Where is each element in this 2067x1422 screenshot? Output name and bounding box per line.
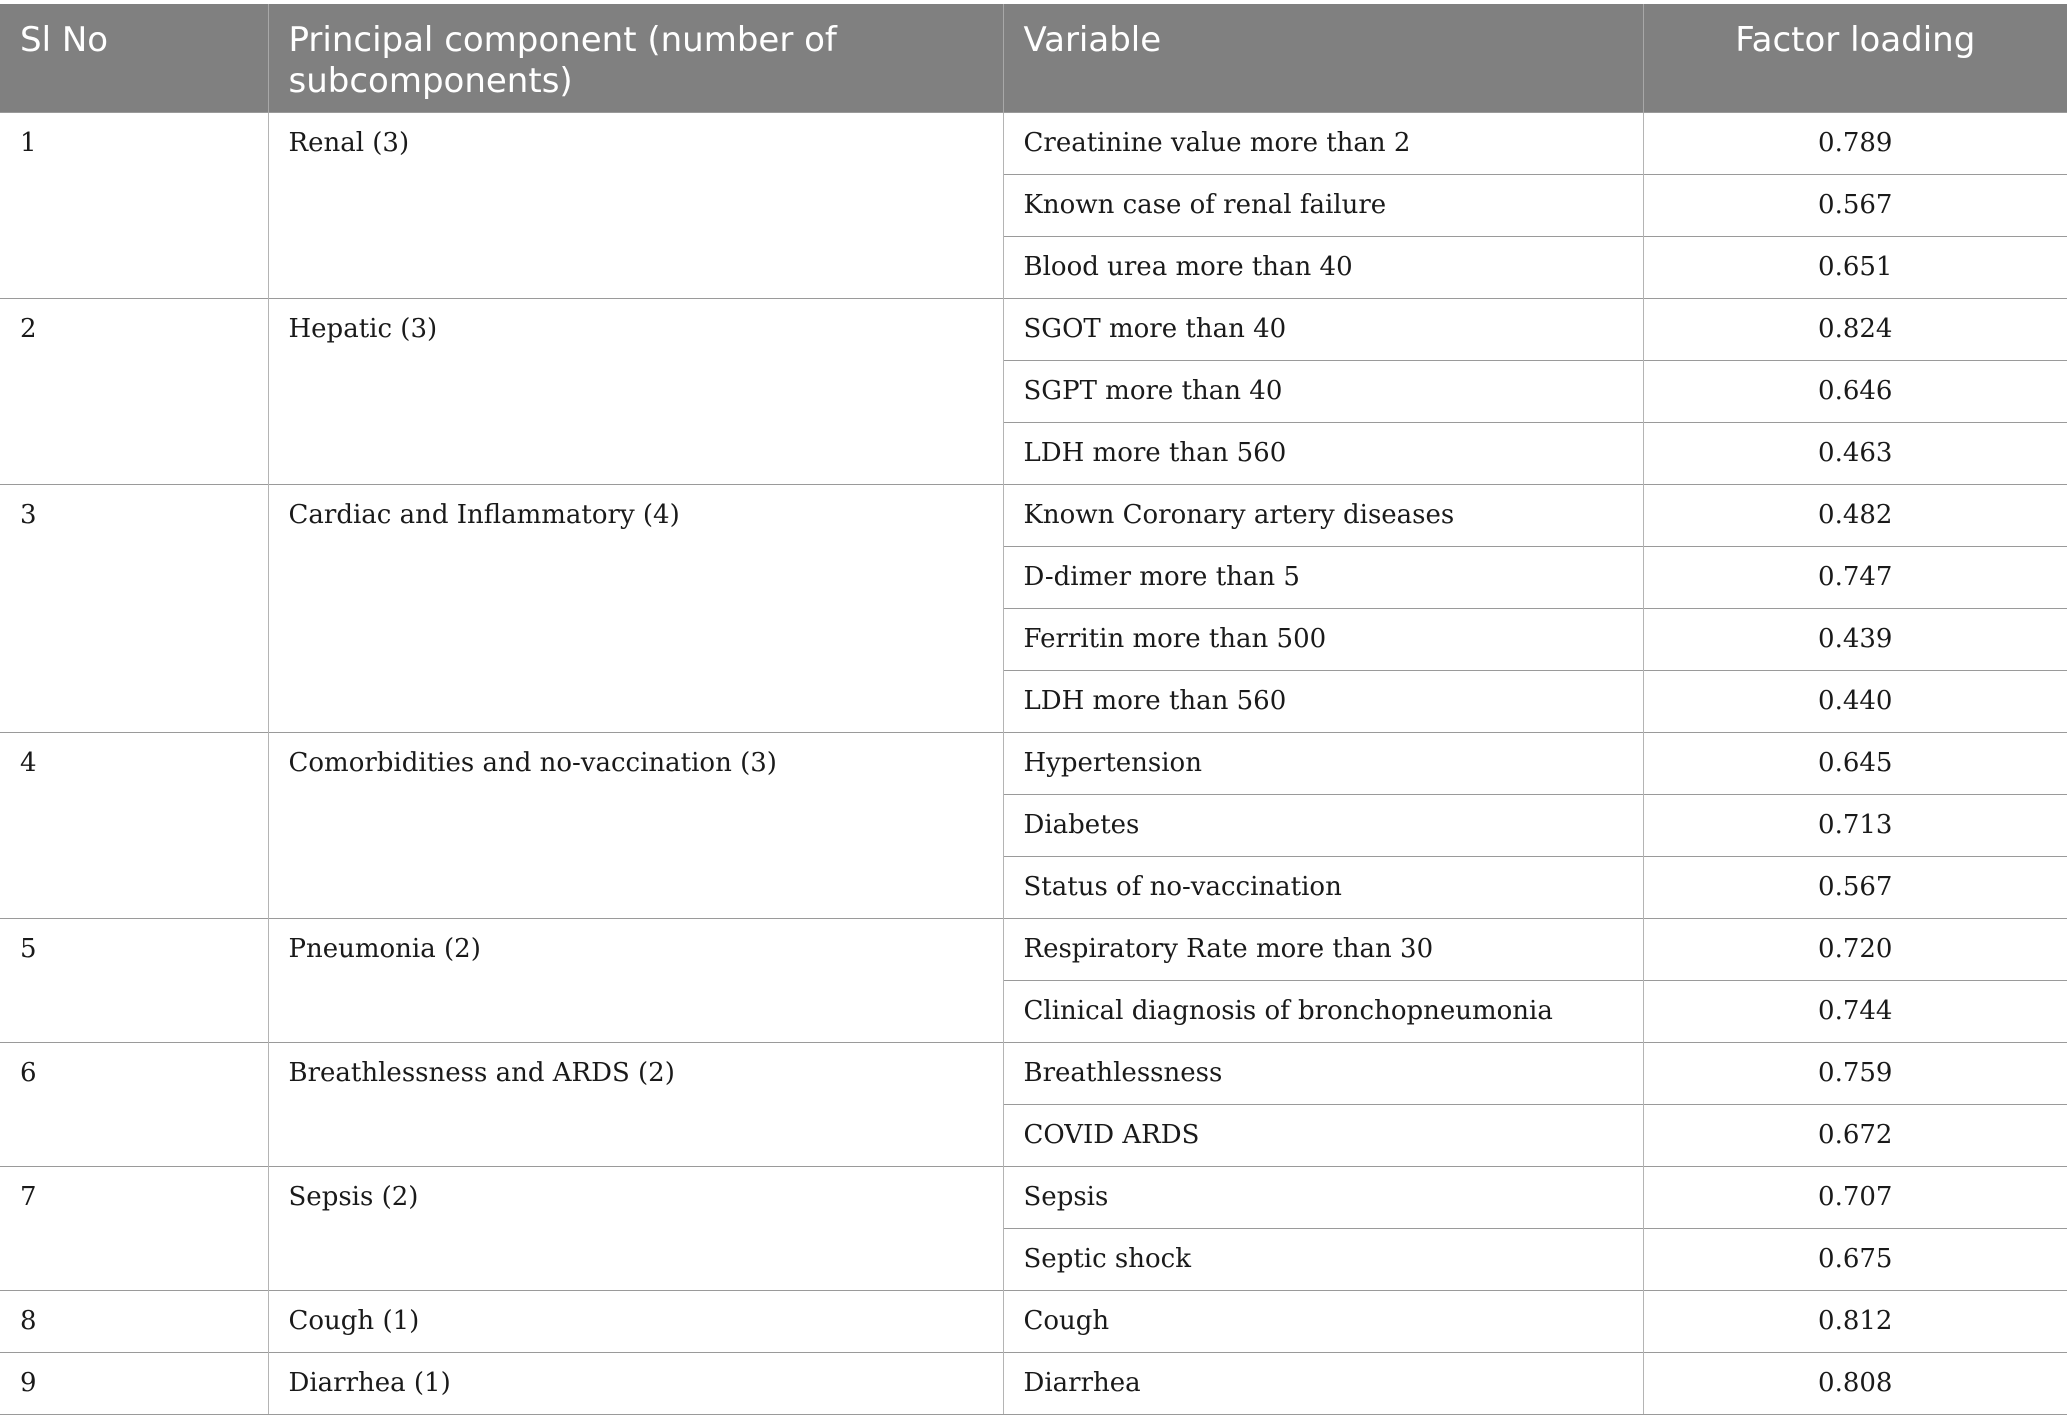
- factor-loading-cell: 0.808: [1643, 1353, 2067, 1415]
- variable-cell: Breathlessness: [1003, 1043, 1643, 1105]
- factor-loading-cell: 0.789: [1643, 113, 2067, 175]
- principal-component-cell: Hepatic (3): [268, 299, 1003, 485]
- header-sl-no: Sl No: [0, 4, 268, 113]
- table-row: [0, 1043, 2067, 1105]
- variable-cell: Clinical diagnosis of bronchopneumonia: [1003, 981, 1643, 1043]
- factor-loading-cell: 0.759: [1643, 1043, 2067, 1105]
- table-row: [0, 113, 2067, 175]
- factor-loading-cell: 0.482: [1643, 485, 2067, 547]
- variable-cell: D-dimer more than 5: [1003, 547, 1643, 609]
- sl-no-cell: 6: [0, 1043, 268, 1167]
- principal-component-cell: Sepsis (2): [268, 1167, 1003, 1291]
- table-row: [0, 1291, 2067, 1353]
- factor-loading-cell: 0.439: [1643, 609, 2067, 671]
- variable-cell: SGOT more than 40: [1003, 299, 1643, 361]
- principal-component-cell: Pneumonia (2): [268, 919, 1003, 1043]
- factor-loading-cell: 0.713: [1643, 795, 2067, 857]
- variable-cell: Septic shock: [1003, 1229, 1643, 1291]
- variable-cell: Diabetes: [1003, 795, 1643, 857]
- variable-cell: LDH more than 560: [1003, 671, 1643, 733]
- factor-loading-cell: 0.646: [1643, 361, 2067, 423]
- variable-cell: Hypertension: [1003, 733, 1643, 795]
- header-factor-loading: Factor loading: [1643, 4, 2067, 113]
- sl-no-cell: 2: [0, 299, 268, 485]
- sl-no-cell: 3: [0, 485, 268, 733]
- factor-loading-cell: 0.672: [1643, 1105, 2067, 1167]
- variable-cell: Status of no-vaccination: [1003, 857, 1643, 919]
- variable-cell: Respiratory Rate more than 30: [1003, 919, 1643, 981]
- sl-no-cell: 7: [0, 1167, 268, 1291]
- factor-loading-cell: 0.567: [1643, 857, 2067, 919]
- header-variable: Variable: [1003, 4, 1643, 113]
- variable-cell: Sepsis: [1003, 1167, 1643, 1229]
- sl-no-cell: 8: [0, 1291, 268, 1353]
- variable-cell: SGPT more than 40: [1003, 361, 1643, 423]
- table-row: [0, 1353, 2067, 1415]
- factor-loading-cell: 0.567: [1643, 175, 2067, 237]
- table-row: [0, 919, 2067, 981]
- factor-loading-table-container: [0, 4, 2067, 1415]
- factor-loading-cell: 0.720: [1643, 919, 2067, 981]
- principal-component-cell: Renal (3): [268, 113, 1003, 299]
- factor-loading-cell: 0.707: [1643, 1167, 2067, 1229]
- sl-no-cell: 5: [0, 919, 268, 1043]
- table-row: [0, 733, 2067, 795]
- variable-cell: Diarrhea: [1003, 1353, 1643, 1415]
- factor-loading-cell: 0.744: [1643, 981, 2067, 1043]
- variable-cell: Cough: [1003, 1291, 1643, 1353]
- factor-loading-cell: 0.824: [1643, 299, 2067, 361]
- principal-component-cell: Diarrhea (1): [268, 1353, 1003, 1415]
- header-principal-component: Principal component (number of subcomponents): [268, 4, 1003, 113]
- principal-component-cell: Cardiac and Inflammatory (4): [268, 485, 1003, 733]
- variable-cell: Ferritin more than 500: [1003, 609, 1643, 671]
- factor-loading-cell: 0.675: [1643, 1229, 2067, 1291]
- factor-loading-table: [0, 4, 2067, 1415]
- table-row: [0, 1167, 2067, 1229]
- principal-component-cell: Breathlessness and ARDS (2): [268, 1043, 1003, 1167]
- principal-component-cell: Cough (1): [268, 1291, 1003, 1353]
- factor-loading-cell: 0.645: [1643, 733, 2067, 795]
- header-row: [0, 4, 2067, 113]
- sl-no-cell: 1: [0, 113, 268, 299]
- table-row: [0, 299, 2067, 361]
- sl-no-cell: 9: [0, 1353, 268, 1415]
- table-row: [0, 485, 2067, 547]
- table-body: [0, 113, 2067, 1415]
- factor-loading-cell: 0.812: [1643, 1291, 2067, 1353]
- variable-cell: Creatinine value more than 2: [1003, 113, 1643, 175]
- principal-component-cell: Comorbidities and no-vaccination (3): [268, 733, 1003, 919]
- variable-cell: Blood urea more than 40: [1003, 237, 1643, 299]
- factor-loading-cell: 0.747: [1643, 547, 2067, 609]
- variable-cell: LDH more than 560: [1003, 423, 1643, 485]
- sl-no-cell: 4: [0, 733, 268, 919]
- table-header: [0, 4, 2067, 113]
- variable-cell: COVID ARDS: [1003, 1105, 1643, 1167]
- factor-loading-cell: 0.651: [1643, 237, 2067, 299]
- variable-cell: Known Coronary artery diseases: [1003, 485, 1643, 547]
- factor-loading-cell: 0.463: [1643, 423, 2067, 485]
- factor-loading-cell: 0.440: [1643, 671, 2067, 733]
- variable-cell: Known case of renal failure: [1003, 175, 1643, 237]
